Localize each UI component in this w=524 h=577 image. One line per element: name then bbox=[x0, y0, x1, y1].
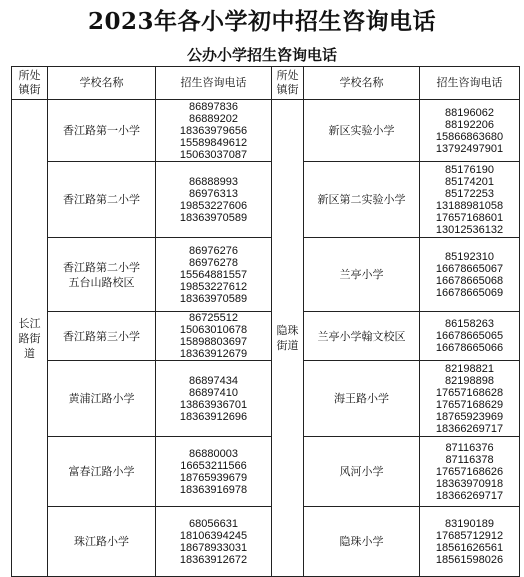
phone-number: 17657168628 bbox=[435, 386, 504, 399]
phone-number: 86880003 bbox=[189, 447, 238, 460]
header-school-left: 学校名称 bbox=[48, 67, 156, 100]
table-row bbox=[12, 361, 520, 437]
left-phone-list bbox=[156, 238, 272, 312]
phone-number: 87116376 bbox=[445, 441, 494, 454]
phone-number: 86889202 bbox=[189, 112, 238, 125]
left-school-name bbox=[48, 162, 156, 238]
left-school-name bbox=[48, 100, 156, 162]
phone-number: 86976276 bbox=[189, 244, 238, 257]
phone-table bbox=[11, 66, 520, 577]
right-school-name bbox=[304, 162, 420, 238]
table-row bbox=[12, 100, 520, 162]
phone-number: 86976278 bbox=[189, 256, 238, 269]
phone-number: 18366269717 bbox=[435, 422, 504, 435]
right-phone-list bbox=[420, 361, 520, 437]
school-name-line: 隐珠小学 bbox=[339, 535, 384, 548]
right-school-name bbox=[304, 312, 420, 361]
phone-number: 18363970589 bbox=[179, 211, 248, 224]
phone-number: 13012536132 bbox=[435, 223, 504, 236]
phone-number: 18363970589 bbox=[179, 292, 248, 305]
table-row bbox=[12, 162, 520, 238]
phone-number: 18363916978 bbox=[179, 483, 248, 496]
table-body bbox=[12, 100, 520, 577]
phone-number: 16678665065 bbox=[435, 330, 504, 342]
phone-number: 88192206 bbox=[445, 118, 494, 131]
left-school-name bbox=[48, 507, 156, 577]
right-school-name bbox=[304, 100, 420, 162]
right-school-name bbox=[304, 238, 420, 312]
phone-number: 86976313 bbox=[189, 187, 238, 200]
phone-number: 18363912672 bbox=[179, 553, 248, 566]
phone-number: 17657168626 bbox=[435, 465, 504, 478]
phone-number: 15063010678 bbox=[179, 324, 248, 336]
right-school-name bbox=[304, 437, 420, 507]
phone-number: 16678665068 bbox=[435, 274, 504, 287]
right-phone-list bbox=[420, 238, 520, 312]
phone-number: 17657168629 bbox=[435, 398, 504, 411]
left-district: 长江路街道 bbox=[12, 100, 48, 577]
left-phone-list bbox=[156, 361, 272, 437]
phone-number: 86725512 bbox=[189, 312, 238, 324]
phone-number: 13792497901 bbox=[435, 142, 504, 155]
phone-number: 13863936701 bbox=[179, 398, 248, 411]
phone-number: 18678933031 bbox=[179, 541, 248, 554]
right-phone-list bbox=[420, 437, 520, 507]
phone-number: 85176190 bbox=[445, 163, 494, 176]
phone-number: 18363912696 bbox=[179, 410, 248, 423]
left-school-name bbox=[48, 361, 156, 437]
school-name-line: 香江路第二小学 bbox=[63, 193, 140, 206]
header-district-right: 所处镇街 bbox=[272, 67, 304, 100]
phone-number: 15898803697 bbox=[179, 336, 248, 348]
school-name-line: 新区第二实验小学 bbox=[317, 193, 406, 206]
table-row bbox=[12, 238, 520, 312]
header-row bbox=[12, 67, 520, 100]
header-phone-right: 招生咨询电话 bbox=[420, 67, 520, 100]
left-phone-list bbox=[156, 162, 272, 238]
header-district-left: 所处镇街 bbox=[12, 67, 48, 100]
left-phone-list bbox=[156, 437, 272, 507]
phone-number: 85192310 bbox=[445, 250, 494, 263]
left-school-name bbox=[48, 437, 156, 507]
table-row bbox=[12, 507, 520, 577]
table-row bbox=[12, 312, 520, 361]
right-phone-list bbox=[420, 507, 520, 577]
phone-number: 86158263 bbox=[445, 318, 494, 330]
phone-number: 18106394245 bbox=[179, 529, 248, 542]
school-name-line: 富春江路小学 bbox=[68, 465, 135, 478]
right-school-name bbox=[304, 507, 420, 577]
phone-number: 19853227612 bbox=[179, 280, 248, 293]
phone-number: 18765923969 bbox=[435, 410, 504, 423]
phone-number: 86888993 bbox=[189, 175, 238, 188]
phone-number: 15564881557 bbox=[179, 268, 248, 281]
school-name-line: 兰亭小学翰文校区 bbox=[317, 329, 406, 343]
phone-number: 17657168601 bbox=[435, 211, 504, 224]
phone-number: 86897434 bbox=[189, 374, 238, 387]
school-name-line: 香江路第一小学 bbox=[63, 124, 140, 137]
phone-number: 18561626561 bbox=[435, 541, 504, 554]
phone-number: 18363970918 bbox=[435, 477, 504, 490]
phone-number: 18363979656 bbox=[179, 124, 248, 137]
phone-number: 15063037087 bbox=[179, 148, 248, 161]
phone-number: 88196062 bbox=[445, 106, 494, 119]
left-school-name bbox=[48, 312, 156, 361]
header-phone-left: 招生咨询电话 bbox=[156, 67, 272, 100]
phone-number: 68056631 bbox=[189, 517, 238, 530]
phone-number: 87116378 bbox=[445, 453, 494, 466]
phone-number: 82198898 bbox=[445, 374, 494, 387]
phone-number: 85172253 bbox=[445, 187, 494, 200]
left-phone-list bbox=[156, 312, 272, 361]
phone-number: 16653211566 bbox=[180, 459, 247, 472]
header-school-right: 学校名称 bbox=[304, 67, 420, 100]
school-name-line: 香江路第二小学 bbox=[63, 260, 140, 274]
left-phone-list bbox=[156, 100, 272, 162]
phone-number: 15589849612 bbox=[179, 136, 248, 149]
phone-number: 86897836 bbox=[189, 100, 238, 113]
phone-number: 13188981058 bbox=[435, 199, 504, 212]
school-name-line: 五台山路校区 bbox=[68, 275, 135, 289]
phone-number: 86897410 bbox=[189, 386, 238, 399]
right-school-name bbox=[304, 361, 420, 437]
document-title: 2023年各小学初中招生咨询电话 bbox=[87, 8, 436, 35]
phone-number: 85174201 bbox=[445, 175, 494, 188]
school-name-line: 香江路第三小学 bbox=[63, 329, 140, 343]
phone-number: 16678665066 bbox=[435, 342, 504, 354]
phone-number: 15866863680 bbox=[435, 130, 504, 143]
right-phone-list bbox=[420, 162, 520, 238]
phone-number: 83190189 bbox=[445, 517, 494, 530]
phone-number: 19853227606 bbox=[179, 199, 248, 212]
school-name-line: 新区实验小学 bbox=[328, 124, 395, 137]
phone-number: 82198821 bbox=[445, 362, 494, 375]
left-phone-list bbox=[156, 507, 272, 577]
right-district: 隐珠街道 bbox=[272, 100, 304, 577]
table-row bbox=[12, 437, 520, 507]
right-phone-list bbox=[420, 312, 520, 361]
left-school-name bbox=[48, 238, 156, 312]
school-name-line: 海王路小学 bbox=[334, 392, 389, 405]
phone-number: 16678665067 bbox=[435, 262, 504, 275]
school-name-line: 兰亭小学 bbox=[339, 268, 384, 281]
phone-number: 18561598026 bbox=[435, 553, 504, 566]
table-subtitle: 公办小学招生咨询电话 bbox=[186, 46, 337, 64]
phone-number: 18765939679 bbox=[179, 471, 248, 484]
right-phone-list bbox=[420, 100, 520, 162]
phone-number: 17685712912 bbox=[435, 529, 504, 542]
phone-number: 18363912679 bbox=[179, 348, 248, 360]
school-name-line: 风河小学 bbox=[339, 465, 384, 478]
phone-number: 18366269717 bbox=[435, 489, 504, 502]
phone-number: 16678665069 bbox=[435, 286, 504, 299]
school-name-line: 黄浦江路小学 bbox=[68, 392, 135, 405]
school-name-line: 珠江路小学 bbox=[74, 535, 129, 548]
